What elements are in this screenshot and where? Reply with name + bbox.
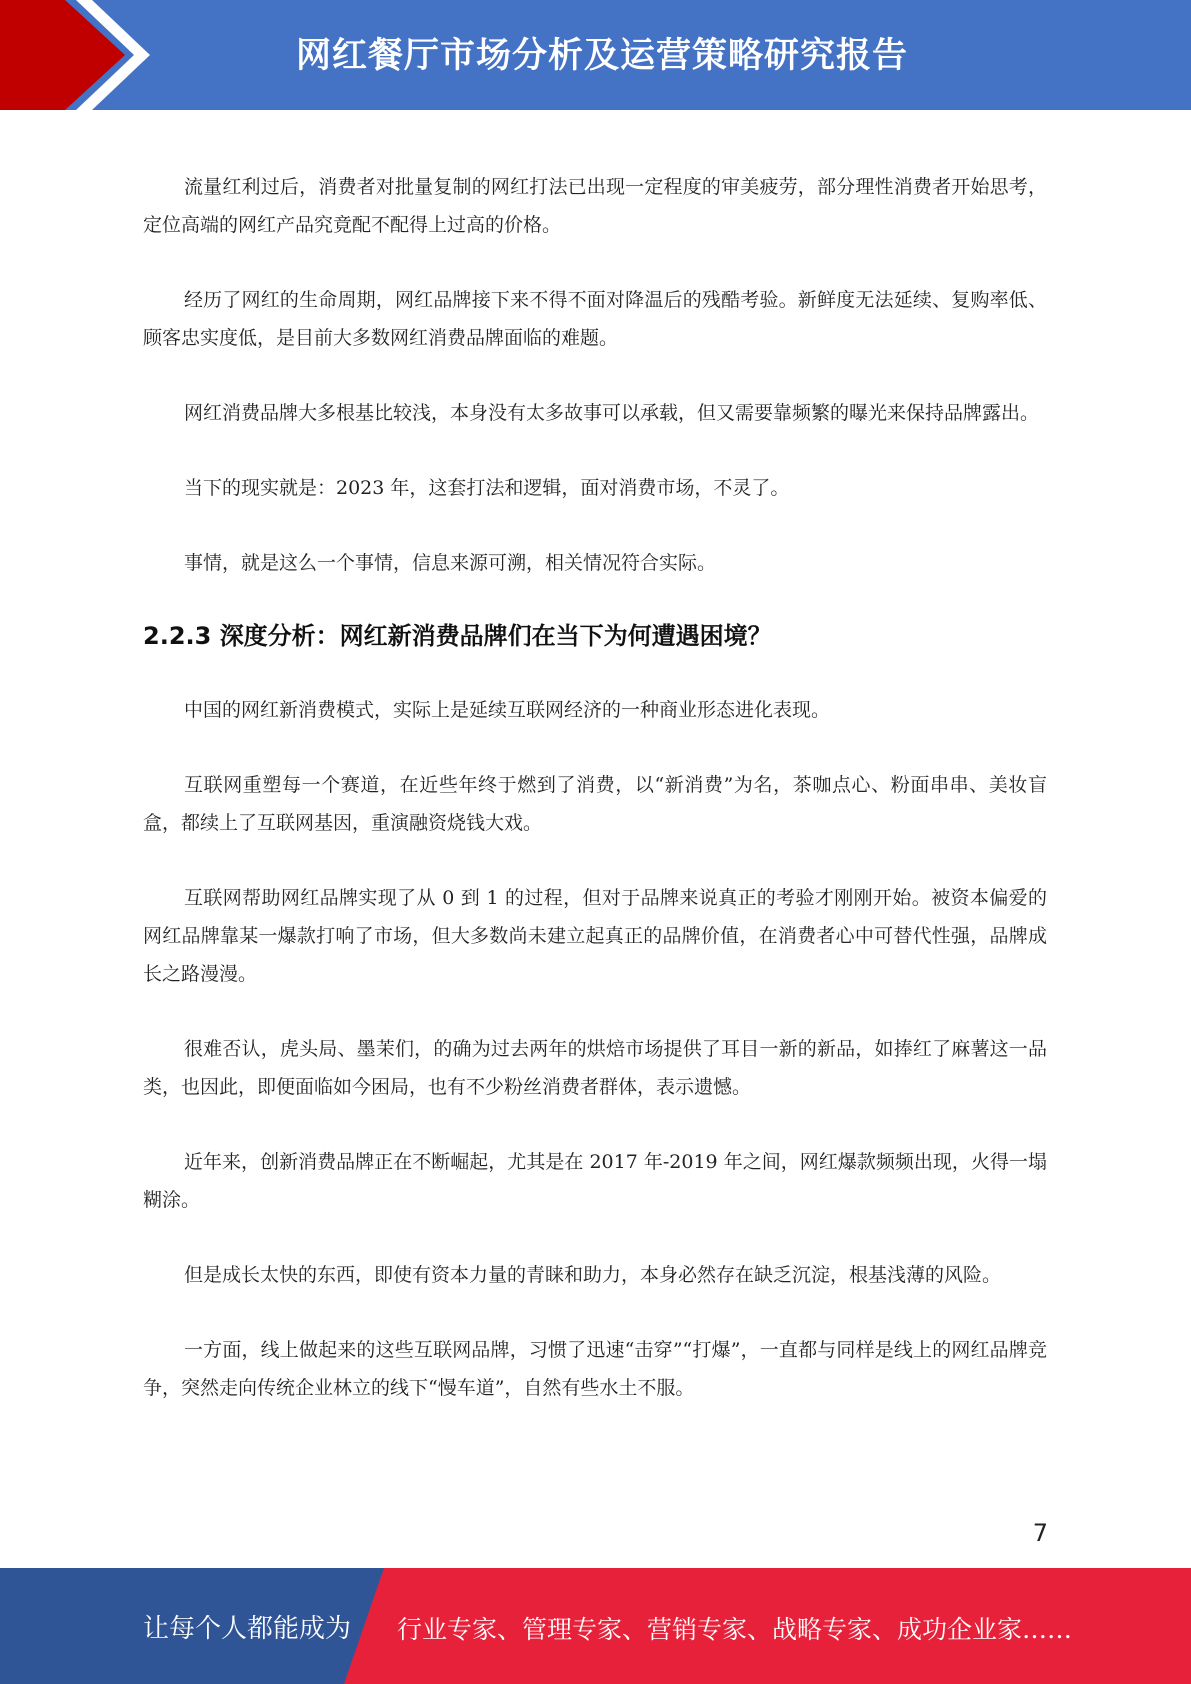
page-number: 7	[1032, 1519, 1048, 1547]
paragraph: 事情，就是这么一个事情，信息来源可溯，相关情况符合实际。	[184, 552, 717, 574]
paragraph: 经历了网红的生命周期，网红品牌接下来不得不面对降温后的残酷考验。新鲜度无法延续、复购率低、顾客忠实度低，是目前大多数网红消费品牌面临的难题。	[143, 289, 1047, 349]
paragraph: 流量红利过后，消费者对批量复制的网红打法已出现一定程度的审美疲劳，部分理性消费者开始思考，定位高端的网红产品究竟配不配得上过高的价格。	[143, 176, 1047, 236]
paragraph: 很难否认，虎头局、墨茉们，的确为过去两年的烘焙市场提供了耳目一新的新品，如捧红了麻薯这一品类，也因此，即便面临如今困局，也有不少粉丝消费者群体，表示遗憾。	[143, 1038, 1047, 1098]
footer-slogan-left: 让每个人都能成为	[143, 1614, 352, 1644]
paragraph: 一方面，线上做起来的这些互联网品牌，习惯了迅速“击穿”“打爆”，一直都与同样是线上的网红品牌竞争，突然走向传统企业林立的线下“慢车道”，自然有些水土不服。	[143, 1339, 1047, 1399]
footer-slogan-right: 行业专家、管理专家、营销专家、战略专家、成功企业家……	[397, 1615, 1073, 1644]
paragraph: 中国的网红新消费模式，实际上是延续互联网经济的一种商业形态进化表现。	[184, 699, 831, 721]
paragraph: 近年来，创新消费品牌正在不断崛起，尤其是在 2017 年-2019 年之间，网红爆款频频出现，火得一塌糊涂。	[143, 1151, 1047, 1211]
section-heading: 2.2.3 深度分析：网红新消费品牌们在当下为何遭遇困境？	[143, 622, 772, 650]
header-arrow-decoration	[0, 0, 160, 110]
paragraph: 网红消费品牌大多根基比较浅，本身没有太多故事可以承载，但又需要靠频繁的曝光来保持品牌露出。	[184, 402, 1040, 424]
paragraph: 互联网重塑每一个赛道，在近些年终于燃到了消费，以“新消费”为名，茶咖点心、粉面串串、美妆盲盒，都续上了互联网基因，重演融资烧钱大戏。	[143, 774, 1047, 834]
page-footer	[0, 1568, 1191, 1684]
page-content	[143, 168, 1047, 1444]
page-header	[0, 0, 1191, 110]
paragraph: 当下的现实就是：2023 年，这套打法和逻辑，面对消费市场，不灵了。	[184, 477, 790, 499]
report-title: 网红餐厅市场分析及运营策略研究报告	[296, 36, 909, 76]
paragraph: 互联网帮助网红品牌实现了从 0 到 1 的过程，但对于品牌来说真正的考验才刚刚开始。被资本偏爱的网红品牌靠某一爆款打响了市场，但大多数尚未建立起真正的品牌价值，在消费者心中可替代性强，品牌成长之路漫漫。	[143, 887, 1047, 985]
paragraph: 但是成长太快的东西，即使有资本力量的青睐和助力，本身必然存在缺乏沉淀，根基浅薄的风险。	[184, 1264, 1002, 1286]
